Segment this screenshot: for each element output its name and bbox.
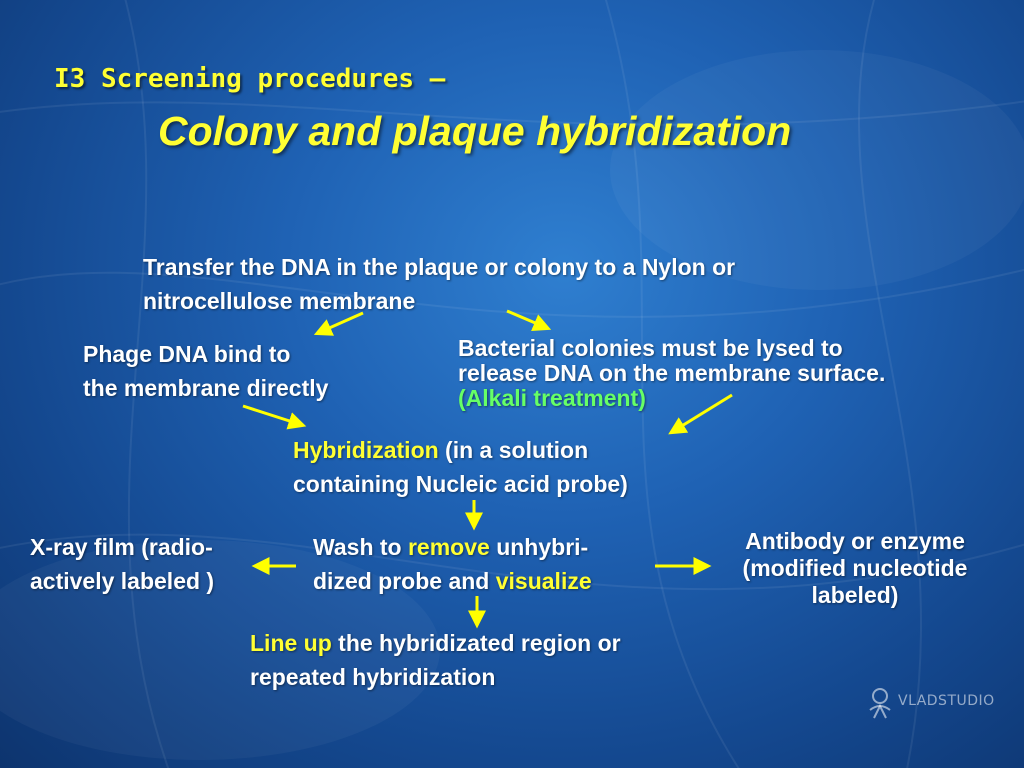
- phage-line-1: Phage DNA bind to: [83, 341, 291, 367]
- title-line-1: I3 Screening procedures —: [54, 64, 446, 94]
- wash-line2-pre: dized probe and: [313, 568, 496, 594]
- remove-keyword: remove: [407, 534, 490, 560]
- vladstudio-logo-text: VLADSTUDIO: [898, 693, 995, 709]
- hybridization-keyword: Hybridization: [293, 437, 439, 463]
- bacterial-line-1: Bacterial colonies must be lysed to: [458, 335, 843, 361]
- title-line-2: Colony and plaque hybridization: [158, 108, 792, 154]
- antibody-line-3: labeled): [811, 582, 899, 608]
- visualize-keyword: visualize: [495, 568, 592, 594]
- transfer-line-1: Transfer the DNA in the plaque or colony to a Nylon or: [143, 254, 736, 280]
- antibody-line-2: (modified nucleotide: [742, 555, 968, 581]
- arrow-bacterial-to-hybrid: [672, 395, 732, 432]
- bacterial-line-2: release DNA on the membrane surface.: [458, 360, 886, 386]
- wash-pre: Wash to: [313, 534, 408, 560]
- alkali-treatment: (Alkali treatment): [458, 385, 646, 411]
- hybridization-line-2: containing Nucleic acid probe): [293, 471, 628, 497]
- wash-post: unhybri-: [489, 534, 589, 560]
- hybridization-rest: (in a solution: [438, 437, 589, 463]
- arrow-to-phage: [318, 313, 363, 333]
- xray-line-2: actively labeled ): [30, 568, 215, 594]
- lineup-keyword: Line up: [250, 630, 332, 656]
- transfer-line-2: nitrocellulose membrane: [143, 288, 416, 314]
- arrow-to-bacterial: [507, 311, 547, 328]
- xray-line-1: X-ray film (radio-: [30, 534, 213, 560]
- antibody-line-1: Antibody or enzyme: [745, 528, 965, 554]
- phage-line-2: the membrane directly: [83, 375, 329, 401]
- lineup-rest: the hybridizated region or: [331, 630, 621, 656]
- lineup-line-2: repeated hybridization: [250, 664, 496, 690]
- arrow-phage-to-hybrid: [243, 406, 302, 425]
